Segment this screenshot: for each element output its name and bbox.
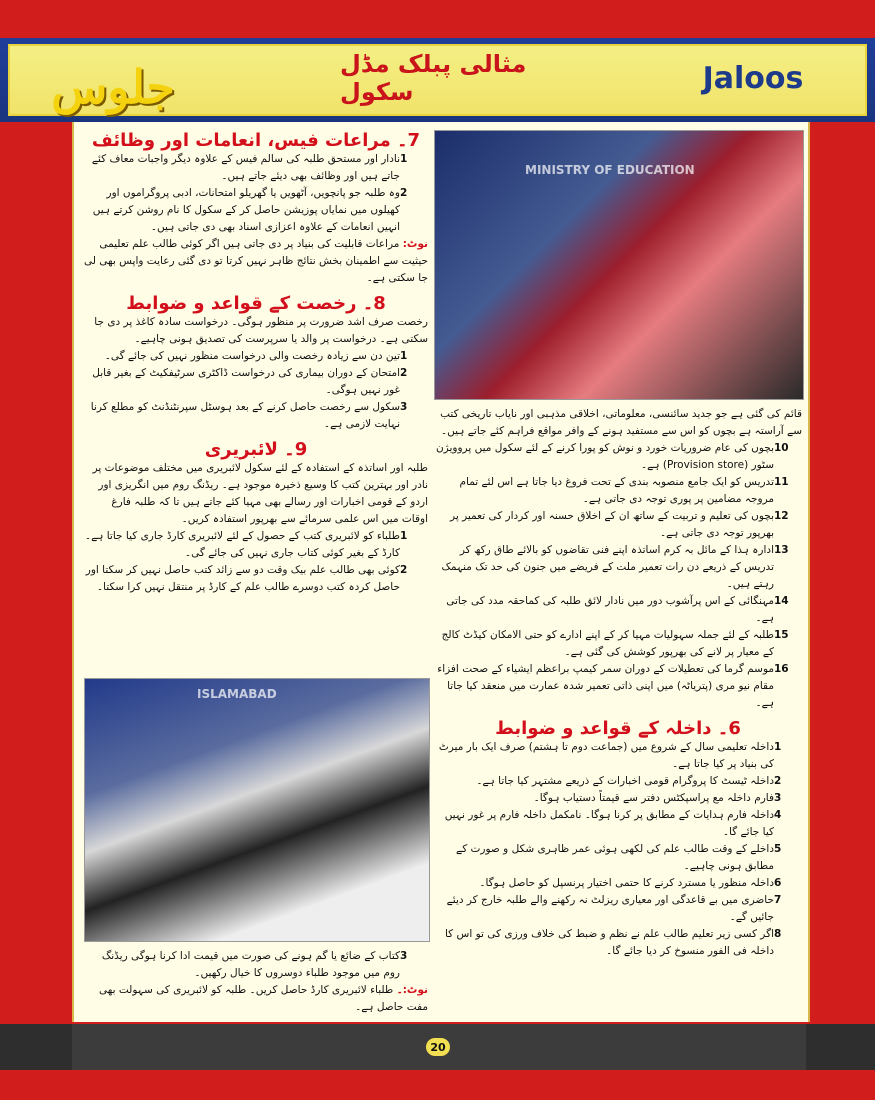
note-text: طلباء لائبریری کارڈ حاصل کریں۔ طلبہ کو لائبریری کی سہولت بھی مفت حاصل ہے۔ bbox=[99, 984, 428, 1013]
left-column bbox=[84, 130, 428, 1020]
list-item bbox=[434, 593, 802, 627]
library-intro: طلبہ اور اساتذہ کے استفادہ کے لئے سکول لائبریری میں مختلف موضوعات پر نادر اور بہترین کتب کا وسیع ذخیرہ موجود ہے۔ ریڈنگ روم میں انگریزی اور اردو کے قومی اخبارات اور رسالے بھی مہیا کئے جاتے ہیں تا کہ طلبہ فارغ اوقات میں اس علمی سرمائے سے بھرپور استفادہ کریں۔ bbox=[92, 462, 428, 525]
school-name: مثالی پبلک مڈل سکول bbox=[340, 50, 527, 106]
handshake-photo bbox=[84, 678, 430, 942]
item-number: 2 bbox=[400, 367, 408, 379]
item-number: 1 bbox=[400, 350, 408, 362]
list-item bbox=[84, 948, 428, 982]
brand-urdu-title: جلوس bbox=[51, 60, 175, 114]
list-item bbox=[434, 790, 802, 807]
item-text: اگر کسی زیر تعلیم طالب علم نے نظم و ضبط کی خلاف ورزی کی تو اس کا داخلہ فی الفور منسوخ کر دیا جائے گا۔ bbox=[444, 928, 774, 957]
leave-intro: رخصت صرف اشد ضرورت پر منظور ہوگی۔ درخواست سادہ کاغذ پر دی جا سکتی ہے۔ درخواست پر والد یا سرپرست کی تصدیق ہونی چاہیے۔ bbox=[94, 316, 428, 345]
leave-section-title: 8۔ رخصت کے قواعد و ضوابط bbox=[126, 293, 386, 314]
list-item bbox=[434, 773, 802, 790]
item-text: کوئی بھی طالب علم بیک وقت دو سے زائد کتب حاصل نہیں کر سکتا اور حاصل کردہ کتب دوسرے طالب علم کے کارڈ پر منتقل نہیں کرا سکتا۔ bbox=[85, 564, 400, 593]
item-number: 10 bbox=[774, 442, 789, 454]
photo-caption-text: MINISTRY OF EDUCATION bbox=[525, 163, 695, 177]
item-number: 2 bbox=[774, 775, 782, 787]
fees-section-title: 7۔ مراعات فیس، انعامات اور وظائف bbox=[91, 130, 421, 151]
item-text: تین دن سے زیادہ رخصت والی درخواست منظور نہیں کی جائے گی۔ bbox=[104, 350, 400, 362]
list-item bbox=[434, 508, 802, 542]
award-photo bbox=[434, 130, 804, 400]
item-number: 11 bbox=[774, 476, 789, 488]
library-footer-items bbox=[84, 948, 428, 1016]
item-number: 2 bbox=[400, 187, 408, 199]
item-number: 3 bbox=[774, 792, 782, 804]
item-text: داخلے کے وقت طالب علم کی لکھی ہوئی عمر ظاہری شکل و صورت کے مطابق ہونی چاہیے۔ bbox=[456, 843, 774, 872]
list-item bbox=[434, 892, 802, 926]
list-item bbox=[434, 841, 802, 875]
list-item bbox=[434, 542, 802, 593]
item-text: طلبہ کے لئے جملہ سہولیات مہیا کر کے اپنے ادارے کو حتی الامکان کیڈٹ کالج کے معیار پر لانے کی بھرپور کوشش کی گئی ہے۔ bbox=[441, 629, 774, 658]
note-label: نوٹ: bbox=[402, 238, 428, 250]
content-area bbox=[72, 122, 810, 1022]
item-number: 2 bbox=[400, 564, 408, 576]
item-text: داخلہ تعلیمی سال کے شروع میں (جماعت دوم تا ہشتم) صرف ایک بار میرٹ کی بنیاد پر کیا جاتا ہے۔ bbox=[438, 741, 774, 770]
item-text: طلباء کو لائبریری کتب کے حصول کے لئے لائبریری کارڈ جاری کیا جاتا ہے۔ کارڈ کے بغیر کوئی کتاب جاری نہیں کی جائے گی۔ bbox=[84, 530, 400, 559]
item-text: ادارہ ہذا کے مائل بہ کرم اساتذہ اپنے فنی تقاضوں کو بالائے طاق رکھ کر تدریس کے ذریعے دن رات تعمیر ملت کے فریضے میں جنون کی حد تک منہمک رہتے ہیں۔ bbox=[441, 544, 774, 590]
page-number: 20 bbox=[426, 1038, 450, 1056]
list-item bbox=[434, 807, 802, 841]
item-text: کتاب کے ضائع یا گم ہونے کی صورت میں قیمت ادا کرنا ہوگی ریڈنگ روم میں موجود طلباء دوسروں کا خیال رکھیں۔ bbox=[101, 950, 400, 979]
item-number: 3 bbox=[400, 401, 408, 413]
admission-section-title: 6۔ داخلہ کے قواعد و ضوابط bbox=[495, 718, 741, 739]
list-item bbox=[84, 528, 428, 562]
item-text: داخلہ فارم ہدایات کے مطابق پر کرنا ہوگا۔ نامکمل داخلہ فارم پر غور نہیں کیا جائے گا۔ bbox=[444, 809, 774, 838]
item-text: داخلہ منظور یا مسترد کرنے کا حتمی اختیار پرنسپل کو حاصل ہوگا۔ bbox=[479, 877, 774, 889]
item-text: بچوں کی عام ضروریات خورد و نوش کو پورا کرنے کے لئے سکول میں پروویژن سٹور (Provision store) ہے۔ bbox=[435, 442, 774, 471]
list-item bbox=[434, 739, 802, 773]
item-text: موسم گرما کی تعطیلات کے دوران سمر کیمپ براعظم ایشیاء کے صحت افزاء مقام نیو مری (پتریاٹہ) میں اپنی ذاتی تعمیر شدہ عمارت میں منعقد کیا جاتا ہے۔ bbox=[437, 663, 774, 709]
item-number: 15 bbox=[774, 629, 789, 641]
list-item bbox=[434, 627, 802, 661]
item-text: بچوں کی تعلیم و تربیت کے ساتھ ان کے اخلاق حسنہ اور کردار کی تعمیر پر بھرپور توجہ دی جاتی ہے۔ bbox=[450, 510, 774, 539]
list-item bbox=[84, 399, 428, 433]
list-item bbox=[434, 474, 802, 508]
item-number: 5 bbox=[774, 843, 782, 855]
list-item bbox=[434, 926, 802, 960]
item-text: حاضری میں بے قاعدگی اور معیاری ریزلٹ نہ رکھنے والے طلبہ خارج کر دیئے جائیں گے۔ bbox=[446, 894, 774, 923]
list-item bbox=[84, 348, 428, 365]
library-section-title: 9۔ لائبریری bbox=[204, 439, 308, 460]
item-text: فارم داخلہ مع پراسپکٹس دفتر سے قیمتاً دستیاب ہوگا۔ bbox=[533, 792, 774, 804]
list-item bbox=[84, 151, 428, 185]
photo-caption-text: ISLAMABAD bbox=[197, 687, 277, 701]
item-number: 8 bbox=[774, 928, 782, 940]
facilities-intro: قائم کی گئی ہے جو جدید سائنسی، معلوماتی، اخلاقی مذہبی اور نایاب تاریخی کتب سے آراستہ ہے بچوں کو اس سے مستفید ہونے کے وافر مواقع فراہم کئے جاتے ہیں۔ bbox=[440, 408, 802, 437]
item-number: 7 bbox=[774, 894, 782, 906]
right-column bbox=[434, 130, 802, 1020]
list-item bbox=[84, 365, 428, 399]
list-item bbox=[434, 875, 802, 892]
item-text: داخلہ ٹیسٹ کا پروگرام قومی اخبارات کے ذریعے مشتہر کیا جاتا ہے۔ bbox=[476, 775, 774, 787]
library-note bbox=[84, 982, 428, 1016]
item-number: 13 bbox=[774, 544, 789, 556]
list-item bbox=[434, 440, 802, 474]
item-number: 3 bbox=[400, 950, 408, 962]
item-text: امتحان کے دوران بیماری کی درخواست ڈاکٹری سرٹیفکیٹ کے بغیر قابل غور نہیں ہوگی۔ bbox=[92, 367, 400, 396]
item-text: تدریس کو ایک جامع منصوبہ بندی کے تحت فروغ دیا جاتا ہے اس لئے تمام مروجہ مضامین پر پوری توجہ دی جاتی ہے۔ bbox=[459, 476, 774, 505]
list-item bbox=[84, 185, 428, 236]
brand-english-title: Jaloos bbox=[702, 60, 804, 96]
list-item bbox=[434, 661, 802, 712]
facilities-list bbox=[434, 406, 802, 960]
item-text: وہ طلبہ جو پانچویں، آٹھویں یا گھریلو امتحانات، ادبی پروگراموں اور کھیلوں میں نمایاں پوزیشن حاصل کر کے سکول کا نام روشن کرتے ہیں انہیں انعامات کے علاوہ اعزازی اسناد بھی دی جاتی ہیں۔ bbox=[92, 187, 400, 233]
list-item bbox=[84, 562, 428, 596]
item-text: سکول سے رخصت حاصل کرنے کے بعد ہوسٹل سپرنٹنڈنٹ کو مطلع کرنا نہایت لازمی ہے۔ bbox=[90, 401, 400, 430]
note-text: مراعات قابلیت کی بنیاد پر دی جاتی ہیں اگر کوئی طالب علم تعلیمی حیثیت سے اطمینان بخش نتائج ظاہر نہیں کرتا تو دی گئی رعایت واپس بھی لی جا سکتی ہے۔ bbox=[84, 238, 428, 284]
item-number: 1 bbox=[400, 153, 408, 165]
item-number: 14 bbox=[774, 595, 789, 607]
item-number: 12 bbox=[774, 510, 789, 522]
fees-note bbox=[84, 236, 428, 287]
item-number: 4 bbox=[774, 809, 782, 821]
item-number: 1 bbox=[774, 741, 782, 753]
item-text: مہنگائی کے اس پرآشوب دور میں نادار لائق طلبہ کی کماحقہ مدد کی جاتی ہے۔ bbox=[446, 595, 774, 624]
note-label: نوٹ:۔ bbox=[396, 984, 428, 996]
item-text: نادار اور مستحق طلبہ کی سالم فیس کے علاوہ دیگر واجبات معاف کئے جاتے ہیں اور وظائف بھی دیئے جاتے ہیں۔ bbox=[91, 153, 400, 182]
item-number: 1 bbox=[400, 530, 408, 542]
item-number: 16 bbox=[774, 663, 789, 675]
item-number: 6 bbox=[774, 877, 782, 889]
